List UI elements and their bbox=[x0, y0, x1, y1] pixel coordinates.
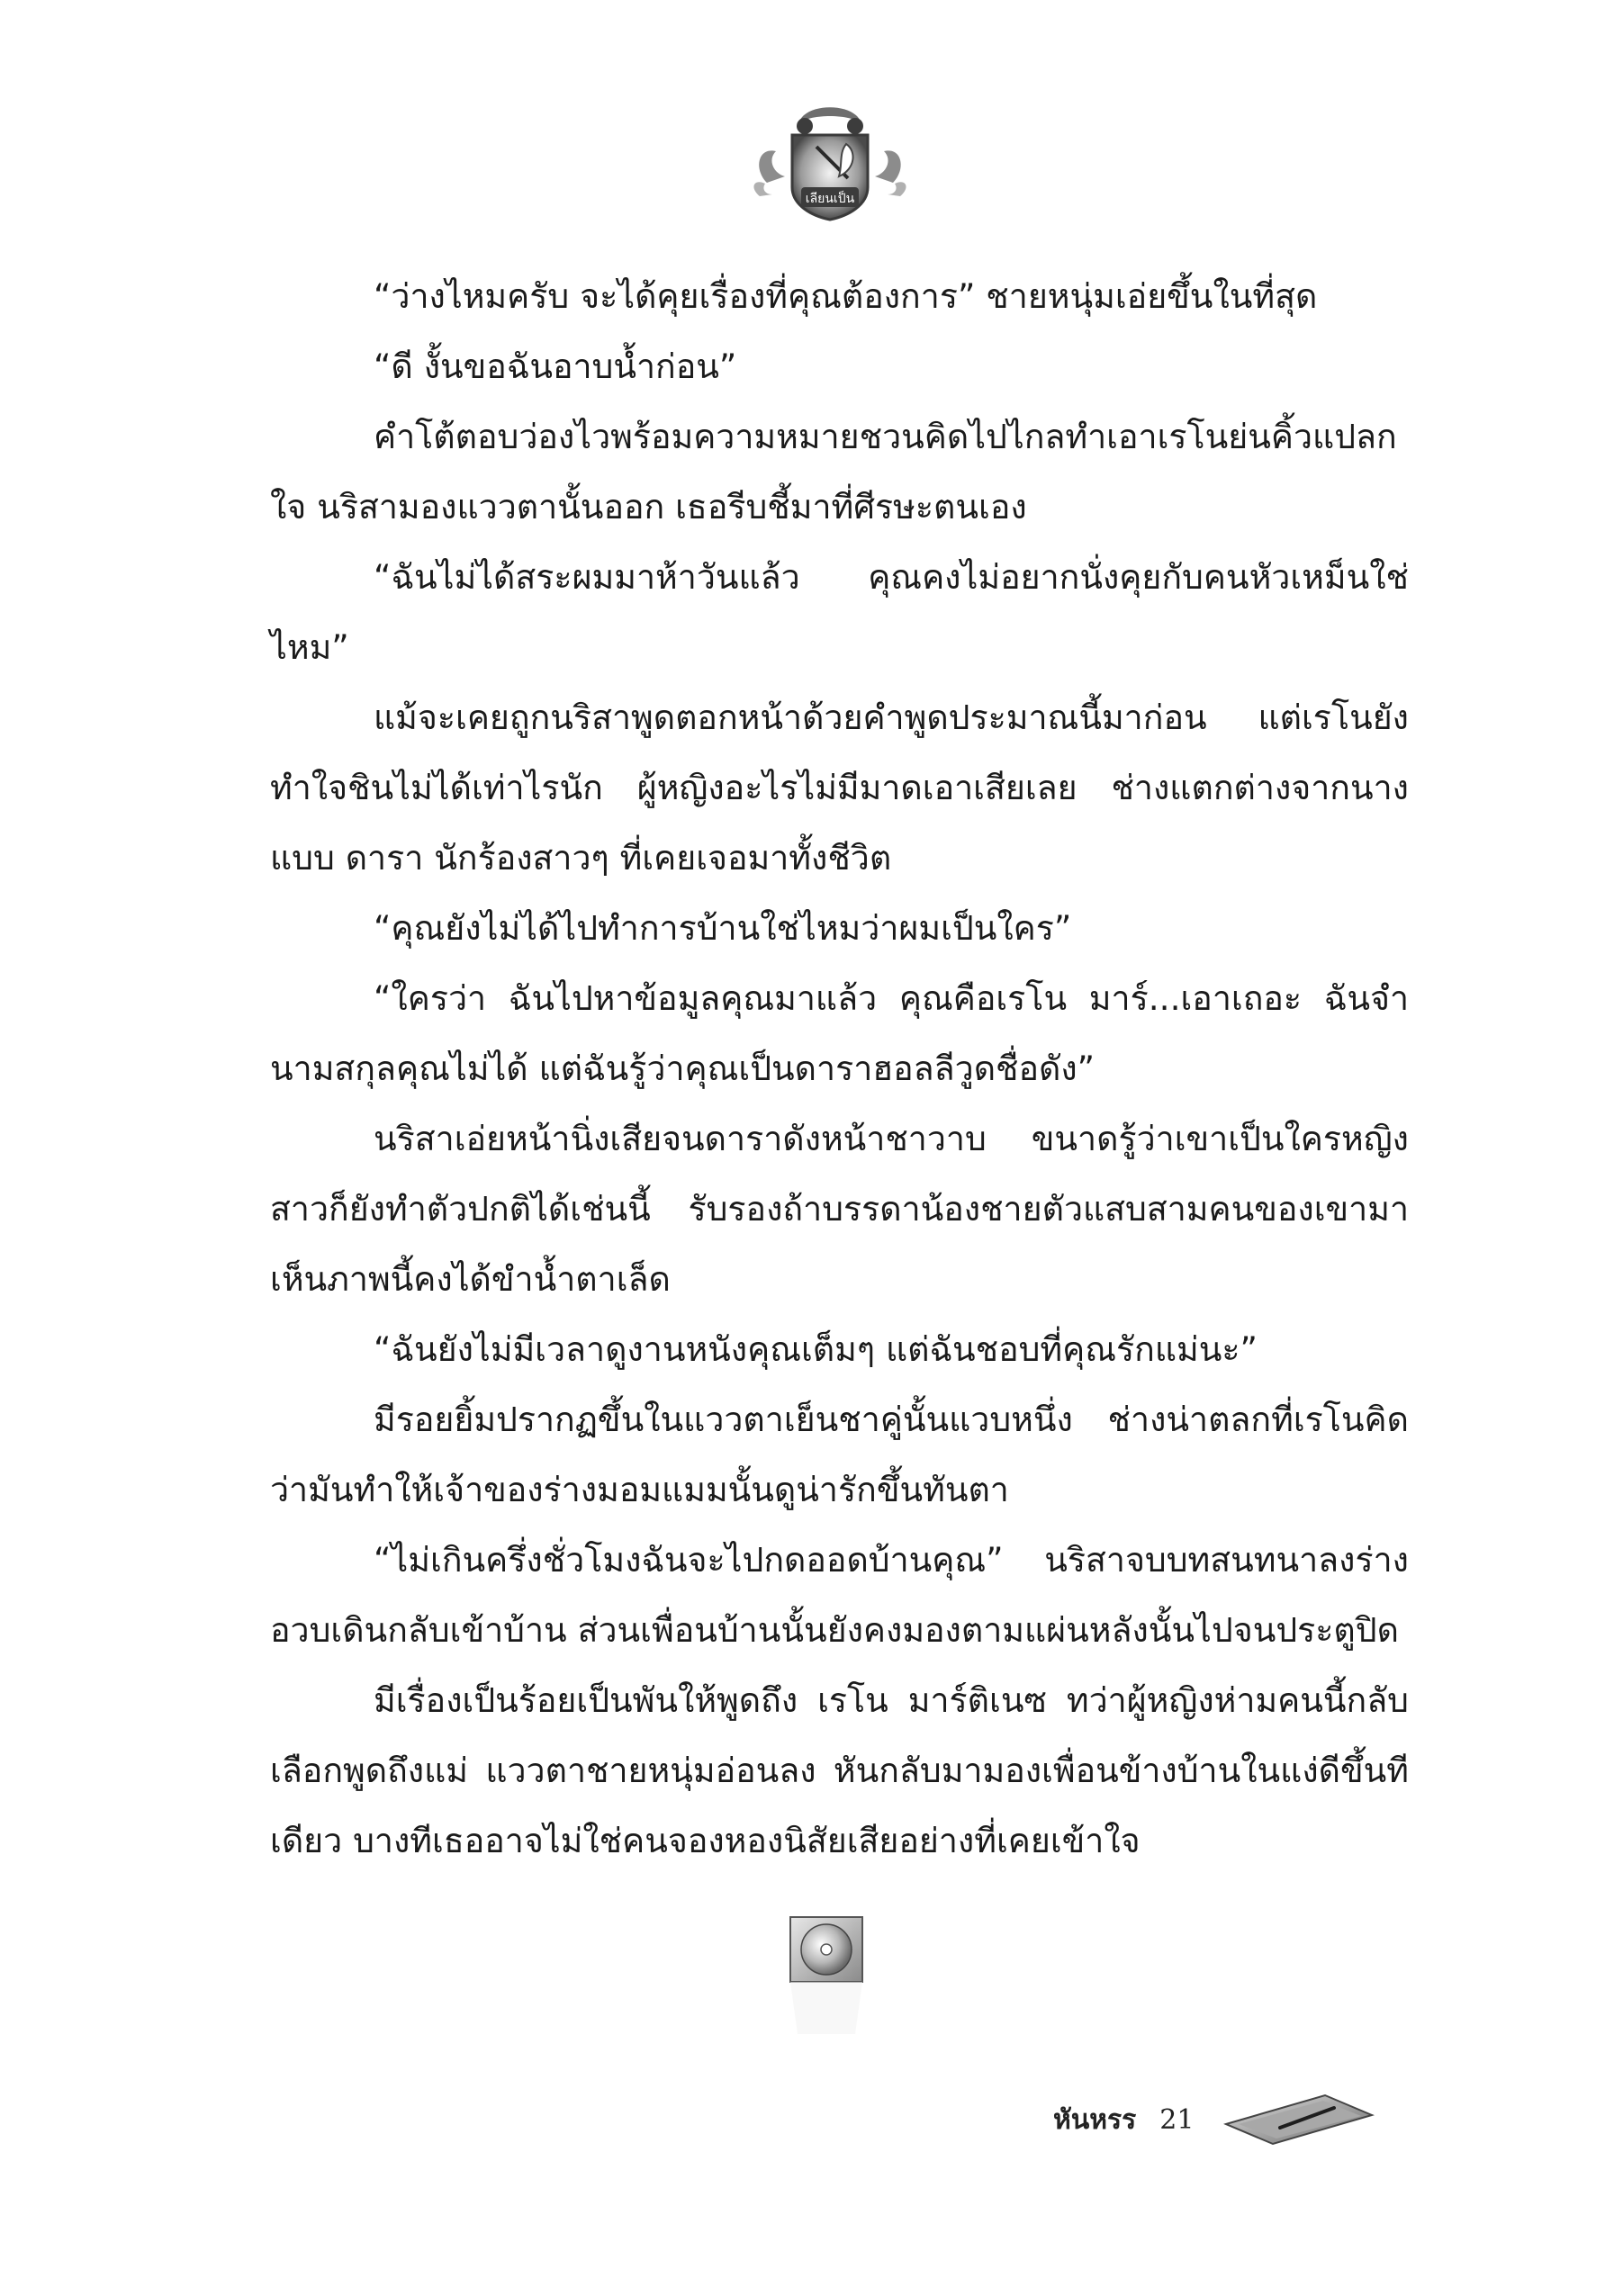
paragraph: “ว่างไหมครับ จะได้คุยเรื่องที่คุณต้องการ” ชายหนุ่มเอ่ยขึ้นในที่สุด bbox=[374, 276, 1318, 316]
paragraph: “ฉันยังไม่มีเวลาดูงานหนังคุณเต็มๆ แต่ฉันชอบที่คุณรักแม่นะ” bbox=[374, 1329, 1258, 1369]
paragraph: “ดี งั้นขอฉันอาบน้ำก่อน” bbox=[374, 347, 737, 386]
ornament-crest-icon bbox=[749, 97, 911, 223]
paragraph: มีเรื่องเป็นร้อยเป็นพันให้พูดถึง เรโน มาร์ติเนซ ทว่าผู้หญิงห่ามคนนี้กลับเลือกพูดถึงแม่ แววตาชายหนุ่มอ่อนลง หันกลับมามองเพื่อนข้างบ้านในแง่ดีขึ้นทีเดียว บางทีเธออาจไม่ใช่คนจองหองนิสัยเสียอย่างที่เคยเข้าใจ bbox=[270, 1680, 1409, 1860]
paragraph: คำโต้ตอบว่องไวพร้อมความหมายชวนคิดไปไกลทำเอาเรโนย่นคิ้วแปลกใจ นริสามองแววตานั้นออก เธอรีบชี้มาที่ศีรษะตนเอง bbox=[270, 417, 1397, 527]
paragraph: นริสาเอ่ยหน้านิ่งเสียจนดาราดังหน้าชาวาบ ขนาดรู้ว่าเขาเป็นใครหญิงสาวก็ยังทำตัวปกติได้เช่นนี้ รับรองถ้าบรรดาน้องชายตัวแสบสามคนของเขามาเห็นภาพนี้คงได้ขำน้ำตาเล็ด bbox=[270, 1119, 1409, 1299]
brand-name: หันหรร bbox=[1053, 2103, 1137, 2136]
paragraph: มีรอยยิ้มปรากฏขึ้นในแววตาเย็นชาคู่นั้นแวบหนึ่ง ช่างน่าตลกที่เรโนคิดว่ามันทำให้เจ้าของร่างมอมแมมนั้นดูน่ารักขึ้นทันตา bbox=[270, 1400, 1409, 1509]
logo-text: เลียนเป็น bbox=[805, 192, 855, 206]
paragraph: “ฉันไม่ได้สระผมมาห้าวันแล้ว คุณคงไม่อยากนั่งคุยกับคนหัวเหม็นใช่ไหม” bbox=[270, 557, 1409, 667]
drawing-tablet-icon bbox=[1217, 2088, 1379, 2151]
cd-case-icon bbox=[772, 1908, 880, 2043]
body-text bbox=[270, 261, 1409, 1876]
paragraph: “ไม่เกินครึ่งชั่วโมงฉันจะไปกดออดบ้านคุณ” นริสาจบบทสนทนาลงร่างอวบเดินกลับเข้าบ้าน ส่วนเพื่อนบ้านนั้นยังคงมองตามแผ่นหลังนั้นไปจนประตูปิด bbox=[270, 1540, 1409, 1650]
page-number: 21 bbox=[1159, 2103, 1195, 2136]
page-footer bbox=[1053, 2093, 1379, 2147]
paragraph: แม้จะเคยถูกนริสาพูดตอกหน้าด้วยคำพูดประมาณนี้มาก่อน แต่เรโนยังทำใจชินไม่ได้เท่าไรนัก ผู้หญิงอะไรไม่มีมาดเอาเสียเลย ช่างแตกต่างจากนางแบบ ดารา นักร้องสาวๆ ที่เคยเจอมาทั้งชีวิต bbox=[270, 698, 1409, 878]
paragraph: “คุณยังไม่ได้ไปทำการบ้านใช่ไหมว่าผมเป็นใคร” bbox=[374, 908, 1072, 948]
paragraph: “ใครว่า ฉันไปหาข้อมูลคุณมาแล้ว คุณคือเรโน มาร์...เอาเถอะ ฉันจำนามสกุลคุณไม่ได้ แต่ฉันรู้ว่าคุณเป็นดาราฮอลลีวูดชื่อดัง” bbox=[270, 978, 1409, 1088]
